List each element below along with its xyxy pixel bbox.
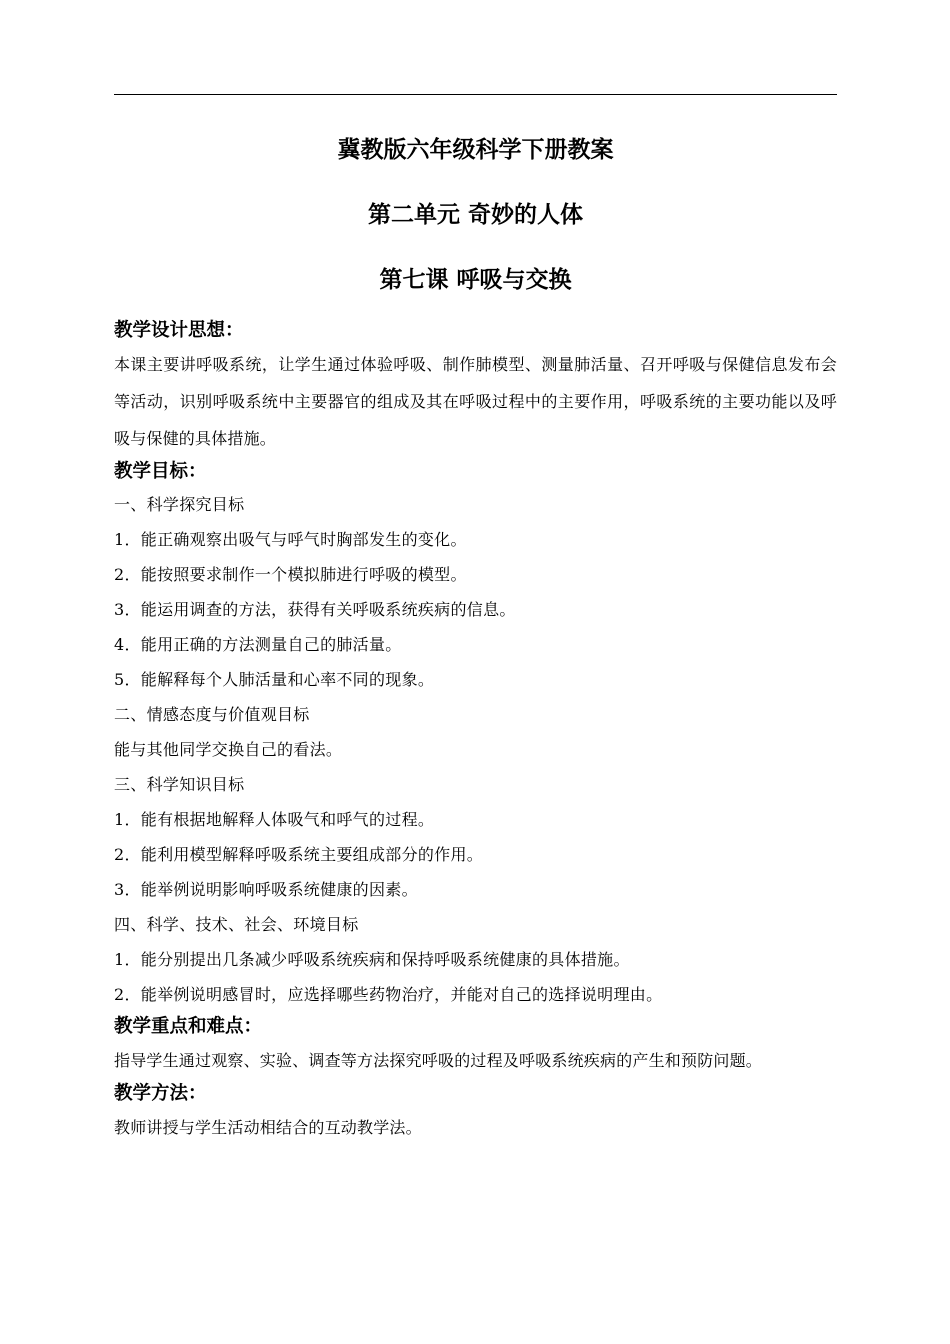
goal-category: 四、科学、技术、社会、环境目标 <box>114 915 359 934</box>
goal-item: 5．能解释每个人肺活量和心率不同的现象。 <box>114 670 435 689</box>
goal-item: 1．能正确观察出吸气与呼气时胸部发生的变化。 <box>114 530 467 549</box>
goal-item: 2．能举例说明感冒时，应选择哪些药物治疗，并能对自己的选择说明理由。 <box>114 985 663 1004</box>
document-body <box>114 118 837 1146</box>
unit-title: 第二单元 奇妙的人体 <box>367 202 583 228</box>
method-heading: 教学方法： <box>114 1083 207 1104</box>
goal-item: 3．能举例说明影响呼吸系统健康的因素。 <box>114 880 418 899</box>
goal-item: 1．能分别提出几条减少呼吸系统疾病和保持呼吸系统健康的具体措施。 <box>114 950 630 969</box>
lesson-title: 第七课 呼吸与交换 <box>379 267 572 293</box>
goals-heading: 教学目标： <box>114 461 207 482</box>
keypoints-paragraph: 指导学生通过观察、实验、调查等方法探究呼吸的过程及呼吸系统疾病的产生和预防问题。 <box>114 1051 763 1070</box>
document-title: 冀教版六年级科学下册教案 <box>337 137 614 163</box>
goal-item: 1．能有根据地解释人体吸气和呼气的过程。 <box>114 810 435 829</box>
goal-item: 3．能运用调查的方法，获得有关呼吸系统疾病的信息。 <box>114 600 516 619</box>
goal-item: 4．能用正确的方法测量自己的肺活量。 <box>114 635 402 654</box>
header-rule <box>114 94 837 95</box>
design-paragraph: 本课主要讲呼吸系统，让学生通过体验呼吸、制作肺模型、测量肺活量、召开呼吸与保健信息发布会等活动，识别呼吸系统中主要器官的组成及其在呼吸过程中的主要作用，呼吸系统的主要功能以及呼吸与保健的具体措施。 <box>114 355 837 448</box>
goal-item: 2．能利用模型解释呼吸系统主要组成部分的作用。 <box>114 845 484 864</box>
goal-category: 二、情感态度与价值观目标 <box>114 705 310 724</box>
goal-item: 2．能按照要求制作一个模拟肺进行呼吸的模型。 <box>114 565 467 584</box>
method-paragraph: 教师讲授与学生活动相结合的互动教学法。 <box>114 1118 422 1137</box>
keypoints-heading: 教学重点和难点： <box>114 1016 263 1037</box>
goal-category: 三、科学知识目标 <box>114 775 245 794</box>
goal-category: 一、科学探究目标 <box>114 495 245 514</box>
goal-item: 能与其他同学交换自己的看法。 <box>114 740 343 759</box>
design-heading: 教学设计思想： <box>114 320 244 341</box>
